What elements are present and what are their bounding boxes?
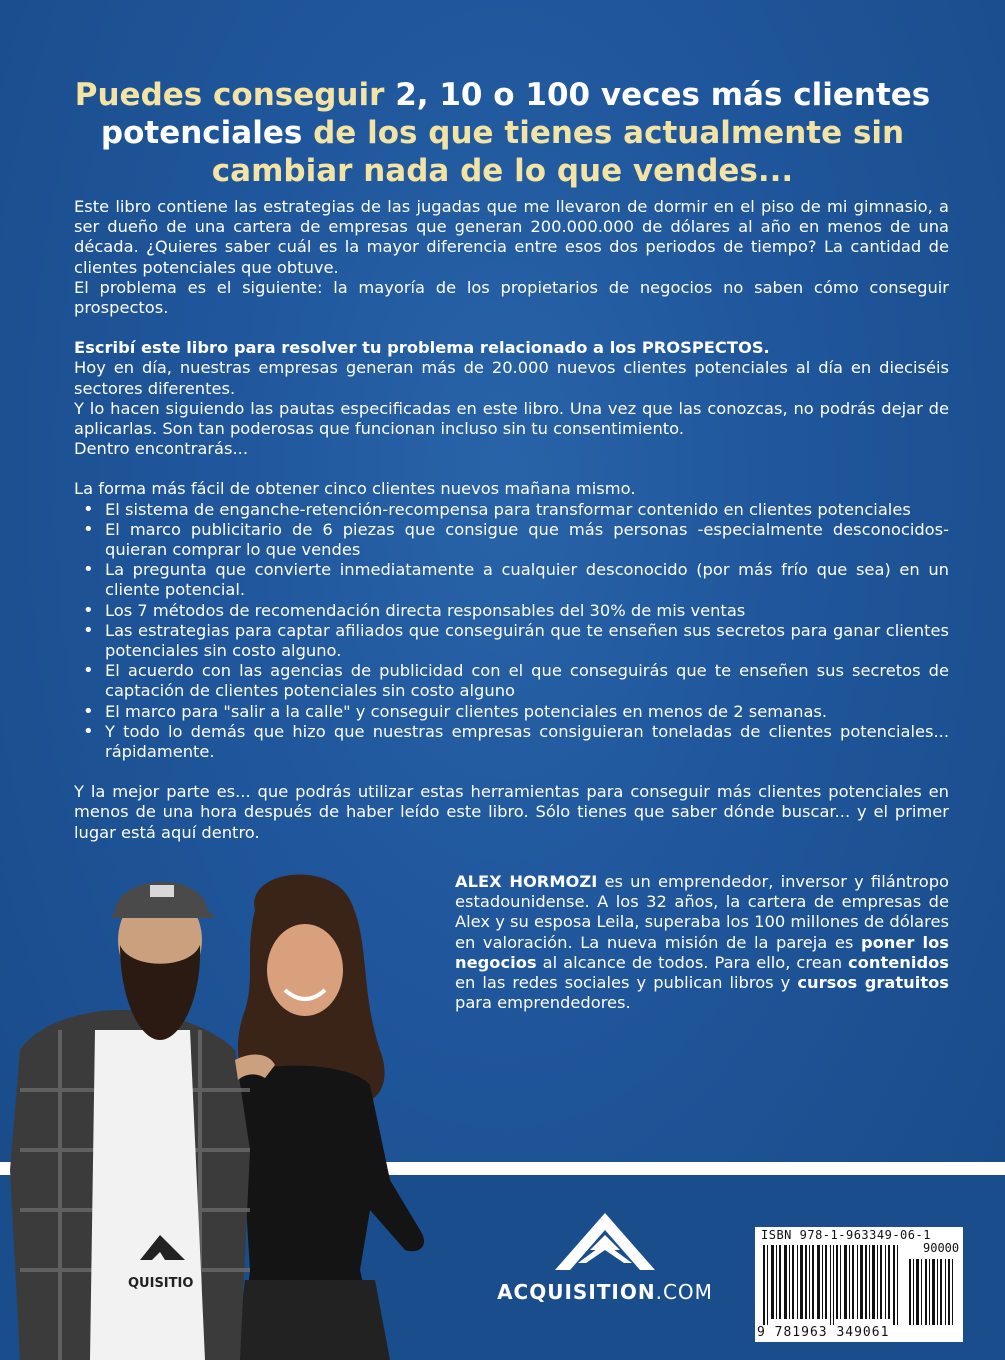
shirt-text: QUISITIO [128, 1276, 194, 1291]
paragraph-guidelines: Y lo hacen siguiendo las pautas especificadas en este libro. Una vez que las conozcas, no podrás dejar de aplicarlas. Son tan poderosas que funcionan incluso sin tu consentimiento. [74, 398, 949, 439]
barcode-bars [761, 1245, 957, 1325]
paragraph-problem: El problema es el siguiente: la mayoría de los propietarios de negocios no saben cómo conseguir prospectos. [74, 277, 949, 318]
paragraph-purpose: Escribí este libro para resolver tu problema relacionado a los PROSPECTOS. [74, 338, 770, 358]
list-item: • El acuerdo con las agencias de publicidad con el que conseguirás que te enseñen sus secretos de captación de clientes potenciales sin costo alguno [105, 661, 949, 701]
paragraph-leads: Hoy en día, nuestras empresas generan más de 20.000 nuevos clientes potenciales al día en dieciséis sectores diferentes. [74, 358, 949, 398]
paragraph-best-part: Y la mejor parte es... que podrás utilizar estas herramientas para conseguir más clientes potenciales en menos de una hora después de haber leído este libro. Sólo tienes que saber dónde buscar... y el primer lugar está aquí dentro. [74, 782, 949, 842]
list-item: • El marco para "salir a la calle" y conseguir clientes potenciales en menos de 2 semanas. [105, 702, 949, 722]
paragraph-easiest: La forma más fácil de obtener cinco clientes nuevos mañana mismo. [74, 479, 636, 499]
bullet-list [74, 500, 949, 763]
list-item: • Y todo lo demás que hizo que nuestras empresas consiguieran toneladas de clientes potenciales... rápidamente. [105, 722, 949, 762]
body-text [74, 197, 949, 843]
author-name: ALEX HORMOZI [455, 872, 598, 891]
headline-part-3: de los que tienes actualmente sin cambiar nada de lo que vendes... [211, 115, 905, 189]
headline-part-2: 2, 10 o 100 veces más clientes potenciales [100, 77, 931, 151]
paragraph-inside: Dentro encontrarás... [74, 439, 249, 459]
list-item: • Los 7 métodos de recomendación directa responsables del 30% de mis ventas [105, 601, 949, 621]
isbn-barcode [755, 1227, 963, 1342]
author-bio: ALEX HORMOZI es un emprendedor, inversor y filántropo estadounidense. A los 32 años, la cartera de empresas de Alex y su esposa Leila, superaba los 100 millones de dólares en valoración. La nueva misión de la pareja es poner los negocios al alcance de todos. Para ello, crean contenidos en las redes sociales y publican libros y cursos gratuitos para emprendedores. [455, 872, 950, 1013]
acquisition-logo-text: ACQUISITION.COM [497, 1280, 713, 1304]
list-item: • La pregunta que convierte inmediatamente a cualquier desconocido (por más frío que sea) en un cliente potencial. [105, 560, 949, 600]
headline [60, 76, 945, 190]
list-item: • El sistema de enganche-retención-recompensa para transformar contenido en clientes potenciales [105, 500, 949, 520]
authors-photo [0, 850, 560, 1360]
list-item: • El marco publicitario de 6 piezas que consigue que más personas -especialmente desconocidos- quieran comprar lo que vendes [105, 520, 949, 560]
headline-part-1: Puedes conseguir [74, 77, 396, 113]
isbn-number: ISBN 978-1-963349-06-1 [761, 1228, 931, 1242]
barcode-digits: 9 781963 349061 [757, 1325, 890, 1340]
price-addon: 90000 [923, 1241, 960, 1255]
list-item: • Las estrategias para captar afiliados que conseguirán que te enseñen sus secretos para ganar clientes potenciales sin costo alguno. [105, 621, 949, 661]
paragraph-intro: Este libro contiene las estrategias de las jugadas que me llevaron de dormir en el piso de mi gimnasio, a ser dueño de una cartera de empresas que generan 200.000.000 de dólares al año en menos de una década. ¿Quieres saber cuál es la mayor diferencia entre esos dos periodos de tiempo? La cantidad de clientes potenciales que obtuve. [74, 197, 949, 277]
